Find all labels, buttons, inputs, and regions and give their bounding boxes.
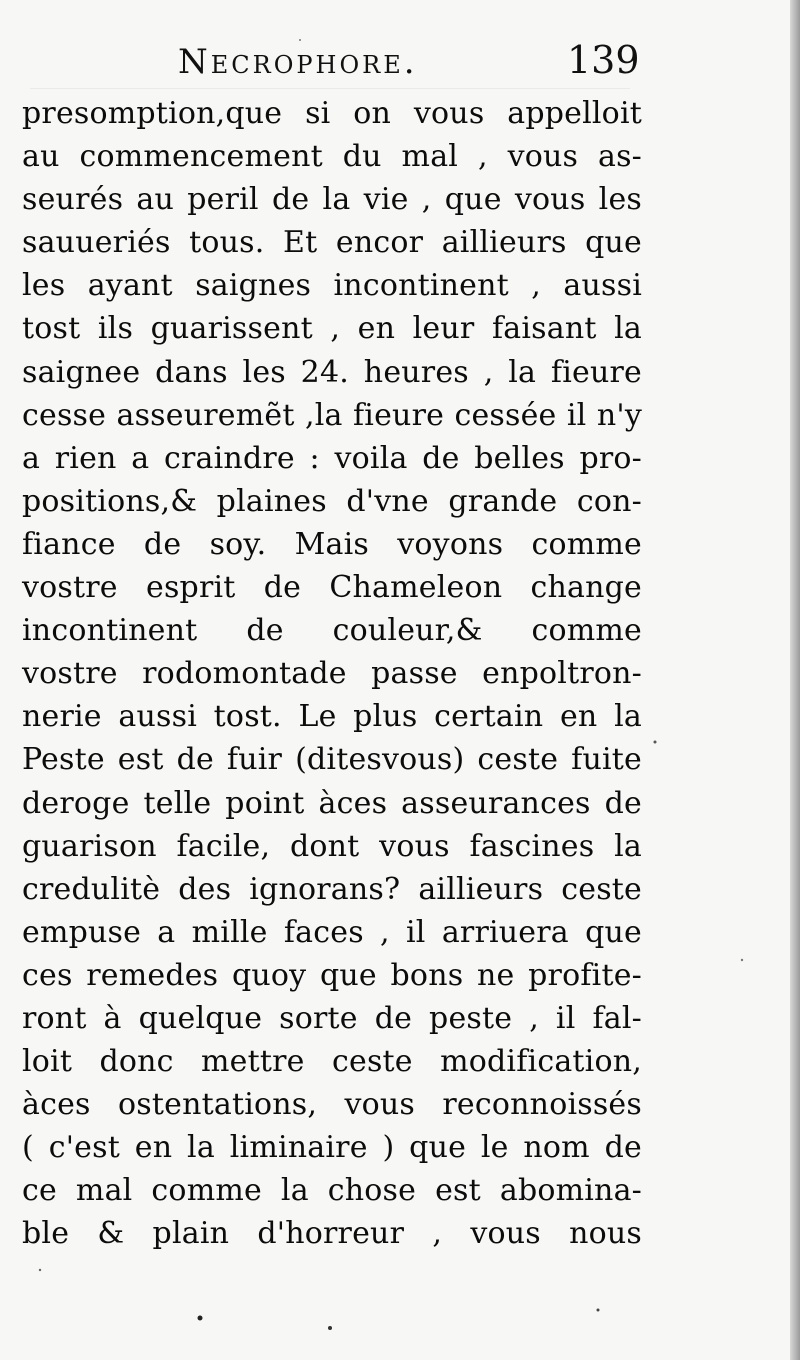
text-line: ce mal comme la chose est abomina- [22,1173,642,1209]
text-line: cesse asseuremẽt ,la fieure cessée il n'y [22,397,642,433]
text-line: presomption,que si on vous appelloit [22,96,642,131]
text-line: positions,& plaines d'vne grande con- [22,483,642,519]
page-edge-shadow [790,0,800,1360]
text-line: les ayant saignes incontinent , aussi [22,268,642,304]
text-line: nerie aussi tost. Le plus certain en la [22,699,642,735]
body-text [22,92,642,1256]
text-line: vostre esprit de Chameleon change [22,570,642,606]
text-line: ront à quelque sorte de peste , il fal- [22,1000,642,1036]
running-head: Necrophore. [178,42,418,82]
text-line: sauueriés tous. Et encor aillieurs que [22,225,642,261]
text-line: guarison facile, dont vous fascines la [22,828,642,864]
text-line: fiance de soy. Mais voyons comme [22,526,642,562]
text-line: incontinent de couleur,& comme [22,613,642,649]
text-line: seurés au peril de la vie , que vous les [22,182,642,218]
text-line: saignee dans les 24. heures , la fieure [22,354,642,390]
text-line: ( c'est en la liminaire ) que le nom de [22,1130,642,1166]
text-line: àces ostentations, vous reconnoissés [22,1087,642,1123]
text-line: empuse a mille faces , il arriuera que [22,914,642,950]
text-line: vostre rodomontade passe enpoltron- [22,656,642,692]
text-line: deroge telle point àces asseurances de [22,785,642,821]
text-line: ces remedes quoy que bons ne profite- [22,957,642,993]
page-number: 139 [567,38,640,82]
text-line: credulitè des ignorans? aillieurs ceste [22,871,642,907]
text-line: loit donc mettre ceste modification, [22,1044,642,1080]
text-line: ble & plain d'horreur , vous nous [22,1216,642,1252]
text-line: Peste est de fuir (ditesvous) ceste fuite [22,742,642,778]
text-line: au commencement du mal , vous as- [22,139,642,175]
text-line: a rien a craindre : voila de belles pro- [22,440,642,476]
header-rule [30,88,630,89]
text-line: tost ils guarissent , en leur faisant la [22,311,642,347]
page-header [0,38,800,88]
